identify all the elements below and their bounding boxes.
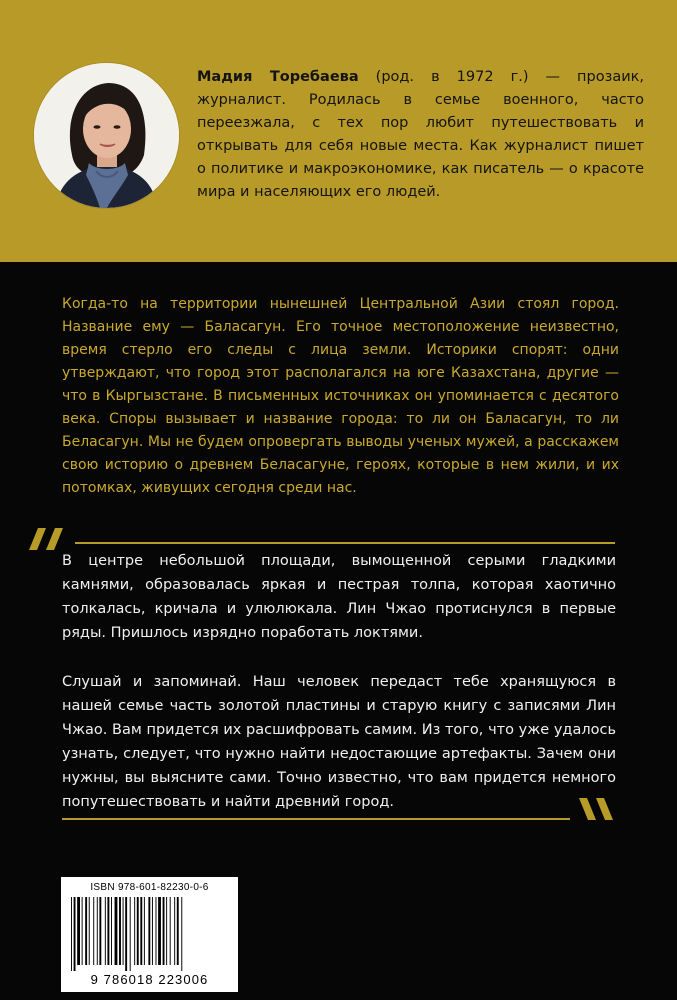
isbn-label: ISBN 978-601-82230-0-6 bbox=[90, 882, 209, 893]
author-bio bbox=[197, 66, 644, 204]
excerpt-bottom-divider bbox=[62, 818, 570, 820]
author-name: Мадия Торебаева bbox=[197, 69, 359, 85]
closing-quote-icon bbox=[578, 798, 618, 820]
author-photo bbox=[34, 63, 179, 208]
excerpt-paragraph-1: В центре небольшой площади, вымощенной серыми гладкими камнями, образовалась яркая и пестрая толпа, которая хаотично толкалась, кричала и улюлюкала. Лин Чжао протиснулся в первые ряды. Пришлось изрядно поработать локтями. bbox=[62, 553, 616, 641]
excerpt-top-divider bbox=[75, 542, 615, 544]
isbn-barcode bbox=[61, 877, 238, 992]
author-portrait-illustration bbox=[34, 63, 179, 208]
excerpt-paragraph-2: Слушай и запоминай. Наш человек передаст тебе хранящуюся в нашей семье часть золотой пластины и старую книгу с записями Лин Чжао. Вам придется их расшифровать самим. Из того, что уже удалось узнать, следует, что нужно найти недостающие артефакты. Зачем они нужны, вы выясните сами. Точно известно, что вам придется немного попутешествовать и найти древний город. bbox=[62, 674, 616, 810]
barcode-icon bbox=[69, 897, 231, 971]
author-bio-text: (род. в 1972 г.) — прозаик, журналист. Родилась в семье военного, часто переезжала, с тех пор любит путешествовать и открывать для себя новые места. Как журналист пишет о политике и макроэкономике, как писатель — о красоте мира и населяющих его людей. bbox=[197, 69, 644, 200]
opening-quote-icon bbox=[28, 528, 68, 550]
barcode-digits: 9 786018 223006 bbox=[90, 972, 209, 987]
book-blurb: Когда-то на территории нынешней Центральной Азии стоял город. Название ему — Баласагун. Его точное местоположение неизвестно, время стерло его следы с лица земли. Историки спорят: одни утверждают, что город этот располагался на юге Казахстана, другие — что в Кыргызстане. В письменных источниках он упоминается с десятого века. Споры вызывает и название города: то ли он Баласагун, то ли Беласагун. Мы не будем опровергать выводы ученых мужей, а расскажем свою историю о древнем Беласагуне, героях, которые в нем жили, и их потомках, живущих сегодня среди нас. bbox=[62, 296, 619, 496]
